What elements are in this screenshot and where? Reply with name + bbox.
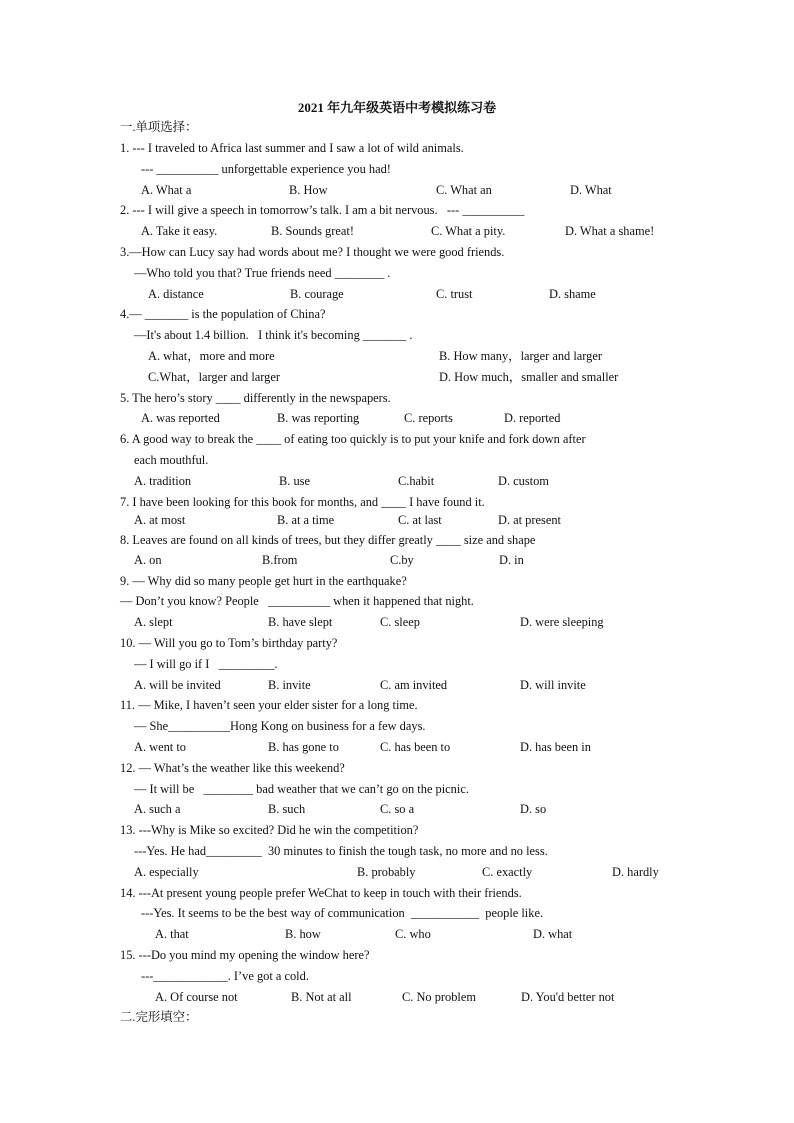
question-9-option-C: C. sleep (380, 615, 420, 629)
question-7-option-D: D. at present (498, 513, 561, 527)
question-7-option-B: B. at a time (277, 513, 335, 527)
question-8-line-1: 8. Leaves are found on all kinds of trees, but they differ greatly ____ size and shape (120, 533, 536, 547)
question-7-option-C: C. at last (398, 513, 442, 527)
question-9-line-2: — Don’t you know? People __________ when it happened that night. (120, 594, 474, 608)
question-3-option-A: A. distance (148, 287, 204, 301)
question-3-option-C: C. trust (436, 287, 473, 301)
question-1-option-C: C. What an (436, 183, 492, 197)
question-2-option-A: A. Take it easy. (141, 224, 218, 238)
question-13-line-2: ---Yes. He had_________ 30 minutes to finish the tough task, no more and no less. (134, 844, 548, 858)
question-15-option-B: B. Not at all (291, 990, 352, 1004)
page-title: 2021 年九年级英语中考模拟练习卷 (297, 100, 497, 115)
question-5-option-C: C. reports (404, 411, 453, 425)
question-12-option-C: C. so a (380, 802, 415, 816)
question-13-option-D: D. hardly (612, 865, 659, 879)
question-12-line-1: 12. — What’s the weather like this weekend? (120, 761, 345, 775)
question-6-option-A: A. tradition (134, 474, 192, 488)
question-4-option-B: B. How many，larger and larger (439, 349, 602, 363)
question-12-option-B: B. such (268, 802, 306, 816)
question-14-option-B: B. how (285, 927, 321, 941)
question-6-option-D: D. custom (498, 474, 549, 488)
question-15-option-C: C. No problem (402, 990, 476, 1004)
question-6-line-2: each mouthful. (134, 453, 209, 467)
section-heading-cloze: 二.完形填空： (120, 1010, 198, 1024)
question-11-option-C: C. has been to (380, 740, 451, 754)
question-1-option-A: A. What a (141, 183, 192, 197)
question-1-line-2: --- __________ unforgettable experience you had! (141, 162, 391, 176)
question-7-line-1: 7. I have been looking for this book for months, and ____ I have found it. (120, 495, 485, 509)
question-2-option-C: C. What a pity. (431, 224, 506, 238)
question-6-option-B: B. use (279, 474, 310, 488)
question-14-option-D: D. what (533, 927, 573, 941)
question-3-option-B: B. courage (290, 287, 344, 301)
question-8-option-D: D. in (499, 553, 524, 567)
question-13-line-1: 13. ---Why is Mike so excited? Did he win the competition? (120, 823, 419, 837)
question-15-line-1: 15. ---Do you mind my opening the window here? (120, 948, 370, 962)
question-15-option-A: A. Of course not (155, 990, 238, 1004)
question-6-line-1: 6. A good way to break the ____ of eating too quickly is to put your knife and fork down after (120, 432, 586, 446)
question-3-option-D: D. shame (549, 287, 596, 301)
question-12-line-2: — It will be ________ bad weather that we can’t go on the picnic. (134, 782, 469, 796)
question-15-line-2: ---____________. I’ve got a cold. (141, 969, 309, 983)
question-1-option-D: D. What (570, 183, 612, 197)
question-4-line-2: —It's about 1.4 billion. I think it's becoming _______ . (134, 328, 413, 342)
question-14-line-1: 14. ---At present young people prefer WeChat to keep in touch with their friends. (120, 886, 522, 900)
question-8-option-B: B.from (262, 553, 298, 567)
section-heading-single-choice: 一.单项选择： (120, 120, 198, 134)
question-3-line-1: 3.—How can Lucy say had words about me? I thought we were good friends. (120, 245, 505, 259)
question-8-option-C: C.by (390, 553, 414, 567)
question-14-option-A: A. that (155, 927, 189, 941)
question-2-line-1: 2. --- I will give a speech in tomorrow’s talk. I am a bit nervous. --- __________ (120, 203, 525, 217)
question-13-option-A: A. especially (134, 865, 199, 879)
question-5-option-D: D. reported (504, 411, 561, 425)
question-8-option-A: A. on (134, 553, 162, 567)
question-6-option-C: C.habit (398, 474, 435, 488)
question-2-option-D: D. What a shame! (565, 224, 655, 238)
question-4-option-D: D. How much，smaller and smaller (439, 370, 619, 384)
question-4-option-C: C.What，larger and larger (148, 370, 281, 384)
question-10-option-A: A. will be invited (134, 678, 221, 692)
question-15-option-D: D. You'd better not (521, 990, 615, 1004)
question-4-option-A: A. what，more and more (148, 349, 275, 363)
question-11-line-2: — She__________Hong Kong on business for a few days. (134, 719, 426, 733)
question-11-option-A: A. went to (134, 740, 186, 754)
question-9-option-D: D. were sleeping (520, 615, 604, 629)
question-14-line-2: ---Yes. It seems to be the best way of communication ___________ people like. (141, 906, 544, 920)
question-4-line-1: 4.— _______ is the population of China? (120, 307, 326, 321)
question-13-option-C: C. exactly (482, 865, 533, 879)
question-14-option-C: C. who (395, 927, 431, 941)
question-12-option-D: D. so (520, 802, 547, 816)
question-10-option-B: B. invite (268, 678, 311, 692)
question-10-line-2: — I will go if I _________. (134, 657, 278, 671)
question-12-option-A: A. such a (134, 802, 181, 816)
question-1-line-1: 1. --- I traveled to Africa last summer and I saw a lot of wild animals. (120, 141, 464, 155)
question-11-line-1: 11. — Mike, I haven’t seen your elder sister for a long time. (120, 698, 418, 712)
question-3-line-2: —Who told you that? True friends need ________ . (134, 266, 391, 280)
question-5-line-1: 5. The hero’s story ____ differently in the newspapers. (120, 391, 391, 405)
question-10-line-1: 10. — Will you go to Tom’s birthday party? (120, 636, 338, 650)
question-2-option-B: B. Sounds great! (271, 224, 354, 238)
question-7-option-A: A. at most (134, 513, 186, 527)
question-11-option-D: D. has been in (520, 740, 591, 754)
question-11-option-B: B. has gone to (268, 740, 339, 754)
question-13-option-B: B. probably (357, 865, 416, 879)
question-9-option-B: B. have slept (268, 615, 333, 629)
question-10-option-D: D. will invite (520, 678, 586, 692)
question-10-option-C: C. am invited (380, 678, 448, 692)
question-1-option-B: B. How (289, 183, 328, 197)
question-9-line-1: 9. — Why did so many people get hurt in the earthquake? (120, 574, 407, 588)
question-5-option-A: A. was reported (141, 411, 220, 425)
question-9-option-A: A. slept (134, 615, 173, 629)
question-5-option-B: B. was reporting (277, 411, 360, 425)
